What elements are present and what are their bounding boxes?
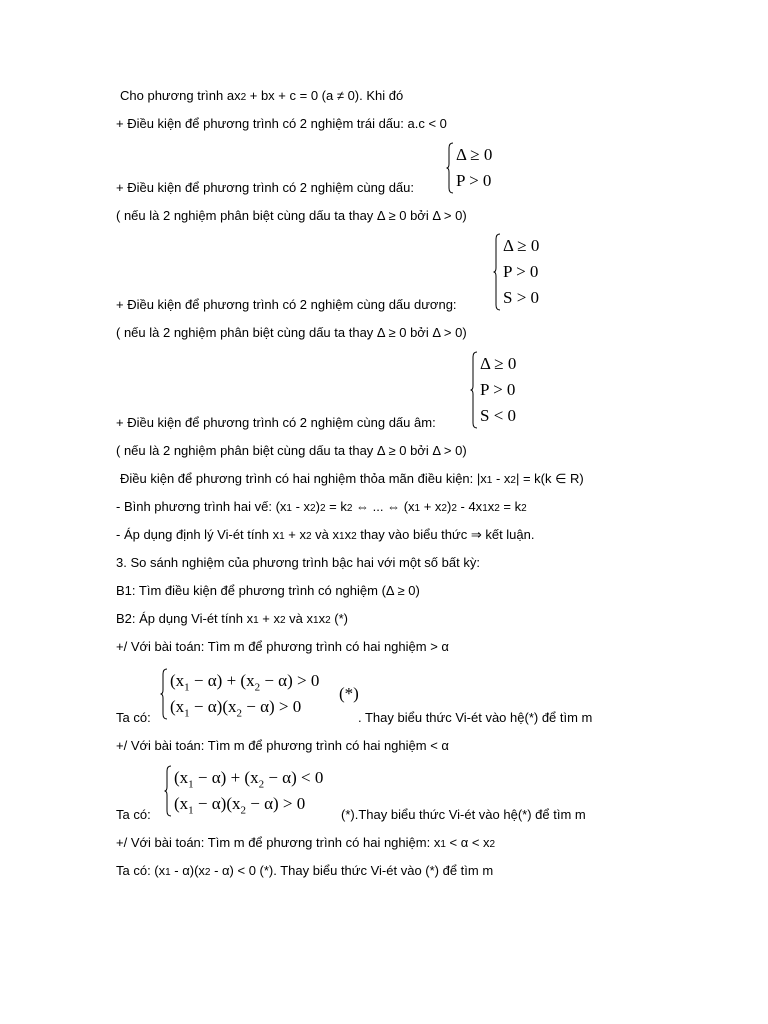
system-row: P > 0 <box>456 171 492 190</box>
brace-icon <box>446 142 454 194</box>
system-row: $(x_1 - \alpha) + (x_2 - \alpha) < 0$ <box>174 768 324 791</box>
problem-alpha-between: +/ Với bài toán: Tìm m để phương trình có hai nghiệm: x1 < α < x2 <box>116 835 496 850</box>
substitute-instruction: (*).Thay biểu thức Vi-ét vào hệ(*) để tìm m <box>341 807 586 822</box>
opposite-sign-condition: + Điều kiện để phương trình có 2 nghiệm trái dấu: a.c < 0 <box>116 116 447 131</box>
system-both-less <box>164 765 323 817</box>
substitute-instruction: . Thay biểu thức Vi-ét vào hệ(*) để tìm m <box>358 710 593 725</box>
same-sign-condition: + Điều kiện để phương trình có 2 nghiệm cùng dấu: <box>116 180 415 195</box>
note-line: ( nếu là 2 nghiệm phân biệt cùng dấu ta thay Δ ≥ 0 bởi Δ > 0) <box>116 325 467 340</box>
section-heading: 3. So sánh nghiệm của phương trình bậc hai với một số bất kỳ: <box>116 555 480 570</box>
system-same-sign-positive <box>493 233 539 311</box>
system-row: $(x_1 - \alpha)(x_2 - \alpha) > 0$ <box>170 697 302 720</box>
system-row: P > 0 <box>480 380 516 399</box>
system-row: Δ ≥ 0 <box>456 145 493 164</box>
step-b1: B1: Tìm điều kiện để phương trình có nghiệm (Δ ≥ 0) <box>116 583 420 598</box>
brace-icon <box>160 668 168 720</box>
system-row: S < 0 <box>480 406 517 425</box>
system-row: P > 0 <box>503 262 539 281</box>
step-b2: B2: Áp dụng Vi-ét tính x1 + x2 và x1x2 (*) <box>116 611 348 626</box>
abs-difference-condition: Điều kiện để phương trình có hai nghiệm thỏa mãn điều kiện: |x1 - x2| = k(k ∈ R) <box>120 471 584 486</box>
vieta-step: - Áp dụng định lý Vi-ét tính x1 + x2 và x1x2 thay vào biểu thức ⇒ kết luận. <box>116 527 535 542</box>
note-line: ( nếu là 2 nghiệm phân biệt cùng dấu ta thay Δ ≥ 0 bởi Δ > 0) <box>116 208 467 223</box>
system-tag: (*) <box>339 684 359 703</box>
ta-co-label: Ta có: <box>116 807 151 822</box>
same-sign-negative-condition: + Điều kiện để phương trình có 2 nghiệm cùng dấu âm: <box>116 415 436 430</box>
intro-line: Cho phương trình ax2 + bx + c = 0 (a ≠ 0). Khi đó <box>120 88 404 103</box>
brace-icon <box>470 351 478 429</box>
system-row: S > 0 <box>503 288 540 307</box>
note-line: ( nếu là 2 nghiệm phân biệt cùng dấu ta thay Δ ≥ 0 bởi Δ > 0) <box>116 443 467 458</box>
system-row: $(x_1 - \alpha)(x_2 - \alpha) > 0$ <box>174 794 306 817</box>
ta-co-label: Ta có: <box>116 710 151 725</box>
squaring-step: - Bình phương trình hai vế: (x1 - x2)2 = k2 ⇔ ... ⇔ (x1 + x2)2 - 4x1x2 = k2 <box>116 499 527 514</box>
system-both-greater <box>160 668 319 720</box>
brace-icon <box>493 233 501 311</box>
system-same-sign <box>446 142 492 194</box>
system-row: Δ ≥ 0 <box>480 354 517 373</box>
problem-both-greater: +/ Với bài toán: Tìm m để phương trình có hai nghiệm > α <box>116 639 449 654</box>
system-row: Δ ≥ 0 <box>503 236 540 255</box>
same-sign-positive-condition: + Điều kiện để phương trình có 2 nghiệm cùng dấu dương: <box>116 297 457 312</box>
system-row: $(x_1 - \alpha) + (x_2 - \alpha) > 0$ <box>170 671 320 694</box>
brace-icon <box>164 765 172 817</box>
system-same-sign-negative <box>470 351 516 429</box>
alpha-between-result: Ta có: (x1 - α)(x2 - α) < 0 (*). Thay biểu thức Vi-ét vào (*) để tìm m <box>116 863 494 878</box>
problem-both-less: +/ Với bài toán: Tìm m để phương trình có hai nghiệm < α <box>116 738 449 753</box>
